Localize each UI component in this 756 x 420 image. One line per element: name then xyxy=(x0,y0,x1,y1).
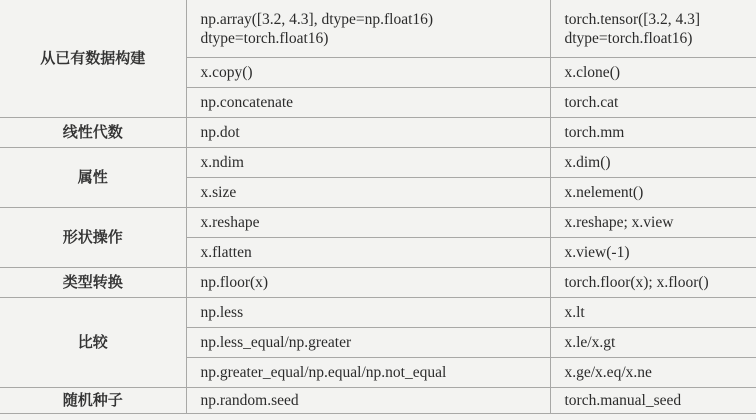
table-row xyxy=(0,268,756,298)
code-text: np.array([3.2, 4.3], dtype=np.float16) xyxy=(200,10,434,28)
numpy-cell xyxy=(186,88,550,118)
code-text: x.dim() xyxy=(564,154,611,171)
code-text: x.reshape; x.view xyxy=(564,214,674,231)
code-text: np.concatenate xyxy=(200,94,294,111)
code-text: torch.manual_seed xyxy=(564,392,682,409)
category-label: 属性 xyxy=(77,168,108,186)
category-label: 比较 xyxy=(77,333,108,351)
code-text: dtype=torch.float16) xyxy=(564,29,693,47)
code-text: torch.mm xyxy=(564,124,625,141)
numpy-cell xyxy=(186,268,550,298)
code-text: torch.floor(x); x.floor() xyxy=(564,274,709,291)
numpy-cell xyxy=(186,0,550,58)
table-row xyxy=(0,298,756,328)
torch-cell xyxy=(550,298,756,328)
category-cell xyxy=(0,268,186,298)
category-label: 类型转换 xyxy=(62,273,123,291)
code-text: np.dot xyxy=(200,124,240,141)
numpy-cell xyxy=(186,58,550,88)
code-text: x.lt xyxy=(564,304,585,321)
torch-cell xyxy=(550,388,756,414)
code-text: x.clone() xyxy=(564,64,621,81)
numpy-cell xyxy=(186,298,550,328)
table-row xyxy=(0,0,756,58)
numpy-cell xyxy=(186,148,550,178)
category-label: 线性代数 xyxy=(62,123,123,141)
numpy-cell xyxy=(186,178,550,208)
torch-cell xyxy=(550,208,756,238)
torch-cell xyxy=(550,118,756,148)
category-cell xyxy=(0,118,186,148)
torch-cell xyxy=(550,148,756,178)
category-cell xyxy=(0,0,186,118)
code-text: dtype=torch.float16) xyxy=(200,29,329,47)
code-text: np.less xyxy=(200,304,244,321)
code-text: x.reshape xyxy=(200,214,260,231)
table-row xyxy=(0,148,756,178)
code-text: np.greater_equal/np.equal/np.not_equal xyxy=(200,364,447,381)
code-text: x.flatten xyxy=(200,244,252,261)
code-text: x.nelement() xyxy=(564,184,644,201)
numpy-cell xyxy=(186,208,550,238)
numpy-cell xyxy=(186,118,550,148)
torch-cell xyxy=(550,358,756,388)
code-text: x.size xyxy=(200,184,237,201)
code-text: np.floor(x) xyxy=(200,274,269,291)
code-text: x.view(-1) xyxy=(564,244,630,261)
numpy-cell xyxy=(186,388,550,414)
category-cell xyxy=(0,208,186,268)
torch-cell xyxy=(550,268,756,298)
numpy-cell xyxy=(186,238,550,268)
code-text: np.random.seed xyxy=(200,392,299,409)
code-text: np.less_equal/np.greater xyxy=(200,334,352,351)
numpy-cell xyxy=(186,328,550,358)
table-row xyxy=(0,208,756,238)
category-cell xyxy=(0,298,186,388)
torch-cell xyxy=(550,0,756,58)
torch-cell xyxy=(550,58,756,88)
code-text: torch.tensor([3.2, 4.3] xyxy=(564,10,701,28)
category-cell xyxy=(0,388,186,414)
numpy-cell xyxy=(186,358,550,388)
code-text: x.le/x.gt xyxy=(564,334,616,351)
torch-cell xyxy=(550,328,756,358)
torch-cell xyxy=(550,178,756,208)
torch-cell xyxy=(550,238,756,268)
code-text: x.ge/x.eq/x.ne xyxy=(564,364,652,381)
category-cell xyxy=(0,148,186,208)
category-label: 随机种子 xyxy=(62,391,123,409)
category-label: 形状操作 xyxy=(62,228,123,246)
code-text: x.ndim xyxy=(200,154,244,171)
table-row xyxy=(0,118,756,148)
code-text: x.copy() xyxy=(200,64,253,81)
table-row xyxy=(0,388,756,414)
category-label: 从已有数据构建 xyxy=(40,49,146,67)
code-text: torch.cat xyxy=(564,94,619,111)
torch-cell xyxy=(550,88,756,118)
